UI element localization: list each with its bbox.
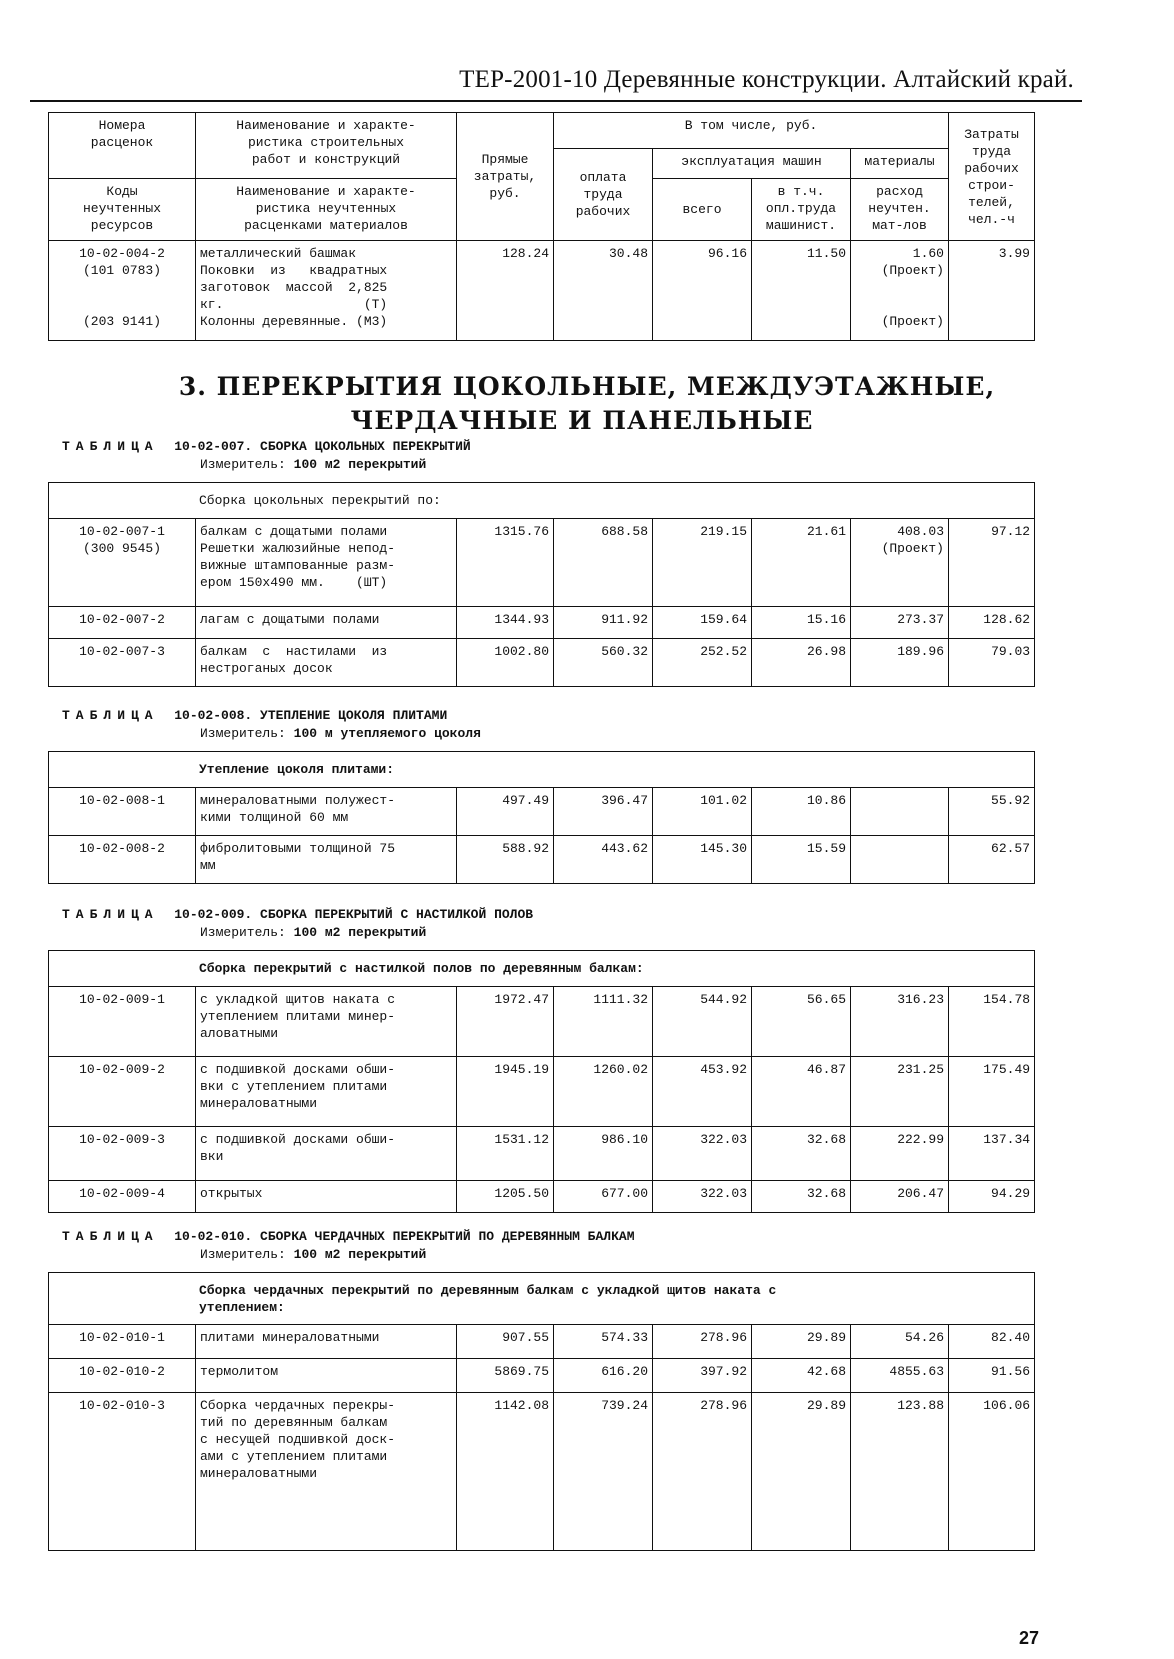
table-row	[49, 1127, 1035, 1181]
cell-total: 252.52	[653, 639, 752, 687]
cell-pay: 688.58	[554, 519, 653, 607]
measure-label: Измеритель:	[200, 726, 286, 741]
table-label: ТАБЛИЦА	[62, 1229, 159, 1244]
row-name: металлический башмак Поковки из квадратных заготовок массой 2,825 кг. (Т) Колонны деревянные. (М3)	[196, 241, 457, 341]
cell-total: 278.96	[653, 1325, 752, 1359]
cell-name: минераловатными полужест- кими толщиной 60 мм	[196, 788, 457, 836]
cell-materials: 189.96	[851, 639, 949, 687]
measure-value: 100 м2 перекрытий	[293, 457, 427, 472]
measure-value: 100 м утепляемого цоколя	[293, 726, 481, 741]
cell-code: 10-02-009-1	[49, 987, 196, 1057]
table-row	[49, 1325, 1035, 1359]
cell-name: термолитом	[196, 1359, 457, 1393]
table-row	[49, 1181, 1035, 1213]
col-head-pay: оплата труда рабочих	[554, 149, 653, 241]
cell-total: 397.92	[653, 1359, 752, 1393]
measure-010	[200, 1247, 426, 1262]
col-head-materials: материалы	[851, 149, 949, 179]
cell-direct: 1142.08	[457, 1393, 554, 1551]
col-head-labor: Затраты труда рабочих строи- телей, чел.-ч	[949, 113, 1035, 241]
cell-name: с подшивкой досками обши- вки с утеплением плитами минераловатными	[196, 1057, 457, 1127]
measure-value: 100 м2 перекрытий	[293, 1247, 427, 1262]
measure-value: 100 м2 перекрытий	[293, 925, 427, 940]
row-materials: 1.60 (Проект) (Проект)	[851, 241, 949, 341]
table-title-text: 10-02-007. СБОРКА ЦОКОЛЬНЫХ ПЕРЕКРЫТИЙ	[174, 439, 471, 454]
cell-code: 10-02-009-3	[49, 1127, 196, 1181]
cell-name: открытых	[196, 1181, 457, 1213]
cell-pay: 574.33	[554, 1325, 653, 1359]
cell-direct: 1315.76	[457, 519, 554, 607]
table-007	[48, 482, 1035, 687]
cell-oper: 15.59	[752, 836, 851, 884]
cell-code: 10-02-010-1	[49, 1325, 196, 1359]
table-title-text: 10-02-009. СБОРКА ПЕРЕКРЫТИЙ С НАСТИЛКОЙ ПОЛОВ	[174, 907, 534, 922]
cell-direct: 907.55	[457, 1325, 554, 1359]
cell-oper: 29.89	[752, 1325, 851, 1359]
cell-labor: 137.34	[949, 1127, 1035, 1181]
col-head-machines: эксплуатация машин	[653, 149, 851, 179]
cell-pay: 1111.32	[554, 987, 653, 1057]
cell-labor: 97.12	[949, 519, 1035, 607]
cell-code: 10-02-008-2	[49, 836, 196, 884]
cell-code: 10-02-007-1 (300 9545)	[49, 519, 196, 607]
group-heading	[49, 951, 1035, 987]
cell-code: 10-02-010-2	[49, 1359, 196, 1393]
cell-labor: 62.57	[949, 836, 1035, 884]
col-head-oper: в т.ч. опл.труда машинист.	[752, 179, 851, 241]
col-head-including: В том числе, руб.	[554, 113, 949, 149]
cell-labor: 175.49	[949, 1057, 1035, 1127]
cell-total: 322.03	[653, 1127, 752, 1181]
cell-code: 10-02-009-4	[49, 1181, 196, 1213]
cell-pay: 677.00	[554, 1181, 653, 1213]
col-head-res-name: Наименование и характе- ристика неучтенных расценками материалов	[196, 179, 457, 241]
table-row	[49, 1393, 1035, 1551]
cell-oper: 15.16	[752, 607, 851, 639]
cell-direct: 1531.12	[457, 1127, 554, 1181]
cell-materials: 273.37	[851, 607, 949, 639]
cell-oper: 46.87	[752, 1057, 851, 1127]
cell-name: плитами минераловатными	[196, 1325, 457, 1359]
table-title-text: 10-02-010. СБОРКА ЧЕРДАЧНЫХ ПЕРЕКРЫТИЙ ПО ДЕРЕВЯННЫМ БАЛКАМ	[174, 1229, 635, 1244]
cell-direct: 497.49	[457, 788, 554, 836]
cell-name: балкам с дощатыми полами Решетки жалюзийные непод- вижные штампованные разм- ером 150х490 мм. (ШТ)	[196, 519, 457, 607]
cell-oper: 29.89	[752, 1393, 851, 1551]
col-head-direct: Прямые затраты, руб.	[457, 113, 554, 241]
table-title-007	[62, 439, 471, 454]
measure-label: Измеритель:	[200, 925, 286, 940]
cell-oper: 26.98	[752, 639, 851, 687]
page-header-title: ТЕР-2001-10 Деревянные конструкции. Алтайский край.	[459, 66, 1074, 93]
cell-direct: 588.92	[457, 836, 554, 884]
table-row	[49, 836, 1035, 884]
cell-direct: 1945.19	[457, 1057, 554, 1127]
table-row	[49, 788, 1035, 836]
cell-direct: 1344.93	[457, 607, 554, 639]
section-heading-line2: ЧЕРДАЧНЫЕ И ПАНЕЛЬНЫЕ	[350, 406, 814, 435]
group-heading-text: Сборка перекрытий с настилкой полов по деревянным балкам:	[199, 961, 644, 976]
measure-008	[200, 726, 481, 741]
cell-oper: 56.65	[752, 987, 851, 1057]
cell-labor: 79.03	[949, 639, 1035, 687]
cell-total: 278.96	[653, 1393, 752, 1551]
cell-oper: 21.61	[752, 519, 851, 607]
cell-direct: 5869.75	[457, 1359, 554, 1393]
page-number: 27	[1018, 1628, 1039, 1648]
cell-materials: 206.47	[851, 1181, 949, 1213]
measure-label: Измеритель:	[200, 457, 286, 472]
cell-code: 10-02-009-2	[49, 1057, 196, 1127]
group-heading	[49, 752, 1035, 788]
cell-pay: 396.47	[554, 788, 653, 836]
table-008	[48, 751, 1035, 884]
cell-oper: 32.68	[752, 1181, 851, 1213]
group-heading-text: Сборка чердачных перекрытий по деревянным балкам с укладкой щитов наката с утеплением:	[199, 1282, 777, 1315]
table-row	[49, 987, 1035, 1057]
cell-labor: 106.06	[949, 1393, 1035, 1551]
cell-name: Сборка чердачных перекры- тий по деревянным балкам с несущей подшивкой доск- ами с утеплением плитами минераловатными	[196, 1393, 457, 1551]
cell-code: 10-02-007-3	[49, 639, 196, 687]
table-row	[49, 607, 1035, 639]
measure-009	[200, 925, 426, 940]
col-head-total: всего	[653, 179, 752, 241]
table-title-010	[62, 1229, 635, 1244]
row-code: 10-02-004-2 (101 0783) (203 9141)	[49, 241, 196, 341]
cell-total: 159.64	[653, 607, 752, 639]
section-heading-line1: 3. ПЕРЕКРЫТИЯ ЦОКОЛЬНЫЕ, МЕЖДУЭТАЖНЫЕ,	[178, 372, 996, 401]
group-heading-text: Утепление цоколя плитами:	[199, 762, 395, 777]
cell-code: 10-02-008-1	[49, 788, 196, 836]
cell-direct: 1205.50	[457, 1181, 554, 1213]
cell-direct: 1002.80	[457, 639, 554, 687]
cell-labor: 154.78	[949, 987, 1035, 1057]
cell-materials: 4855.63	[851, 1359, 949, 1393]
cell-materials	[851, 836, 949, 884]
cell-pay: 616.20	[554, 1359, 653, 1393]
cell-name: балкам с настилами из нестроганых досок	[196, 639, 457, 687]
row-labor: 3.99	[949, 241, 1035, 341]
cell-pay: 911.92	[554, 607, 653, 639]
cell-materials: 231.25	[851, 1057, 949, 1127]
measure-label: Измеритель:	[200, 1247, 286, 1262]
cell-pay: 986.10	[554, 1127, 653, 1181]
cell-materials: 408.03 (Проект)	[851, 519, 949, 607]
cell-code: 10-02-010-3	[49, 1393, 196, 1551]
cell-materials	[851, 788, 949, 836]
table-title-text: 10-02-008. УТЕПЛЕНИЕ ЦОКОЛЯ ПЛИТАМИ	[174, 708, 448, 723]
cell-total: 145.30	[653, 836, 752, 884]
cell-pay: 1260.02	[554, 1057, 653, 1127]
table-row	[49, 519, 1035, 607]
table-row	[49, 1057, 1035, 1127]
group-heading: Сборка цокольных перекрытий по:	[49, 483, 1035, 519]
cell-total: 101.02	[653, 788, 752, 836]
cell-pay: 443.62	[554, 836, 653, 884]
cell-materials: 123.88	[851, 1393, 949, 1551]
cell-materials: 316.23	[851, 987, 949, 1057]
row-pay: 30.48	[554, 241, 653, 341]
page-header	[30, 62, 1082, 102]
cell-labor: 55.92	[949, 788, 1035, 836]
col-head-codes: Номера расценок	[49, 113, 196, 179]
row-oper: 11.50	[752, 241, 851, 341]
group-heading	[49, 1273, 1035, 1325]
table-009	[48, 950, 1035, 1213]
table-label: ТАБЛИЦА	[62, 708, 159, 723]
header-table	[48, 112, 1035, 341]
table-row	[49, 241, 1035, 341]
table-label: ТАБЛИЦА	[62, 907, 159, 922]
cell-total: 322.03	[653, 1181, 752, 1213]
measure-007	[200, 457, 426, 472]
table-title-008	[62, 708, 447, 723]
cell-oper: 32.68	[752, 1127, 851, 1181]
table-row	[49, 639, 1035, 687]
table-label: ТАБЛИЦА	[62, 439, 159, 454]
cell-materials: 54.26	[851, 1325, 949, 1359]
cell-labor: 128.62	[949, 607, 1035, 639]
table-title-009	[62, 907, 533, 922]
cell-total: 453.92	[653, 1057, 752, 1127]
cell-name: фибролитовыми толщиной 75 мм	[196, 836, 457, 884]
table-010	[48, 1272, 1035, 1551]
row-total: 96.16	[653, 241, 752, 341]
cell-materials: 222.99	[851, 1127, 949, 1181]
cell-pay: 739.24	[554, 1393, 653, 1551]
cell-pay: 560.32	[554, 639, 653, 687]
cell-code: 10-02-007-2	[49, 607, 196, 639]
cell-name: лагам с дощатыми полами	[196, 607, 457, 639]
cell-name: с подшивкой досками обши- вки	[196, 1127, 457, 1181]
row-direct: 128.24	[457, 241, 554, 341]
col-head-consumption: расход неучтен. мат-лов	[851, 179, 949, 241]
cell-oper: 10.86	[752, 788, 851, 836]
cell-total: 544.92	[653, 987, 752, 1057]
cell-labor: 91.56	[949, 1359, 1035, 1393]
cell-labor: 82.40	[949, 1325, 1035, 1359]
col-head-name: Наименование и характе- ристика строительных работ и конструкций	[196, 113, 457, 179]
cell-name: с укладкой щитов наката с утеплением плитами минер- аловатными	[196, 987, 457, 1057]
col-head-res-codes: Коды неучтенных ресурсов	[49, 179, 196, 241]
cell-total: 219.15	[653, 519, 752, 607]
cell-oper: 42.68	[752, 1359, 851, 1393]
cell-direct: 1972.47	[457, 987, 554, 1057]
cell-labor: 94.29	[949, 1181, 1035, 1213]
table-row	[49, 1359, 1035, 1393]
